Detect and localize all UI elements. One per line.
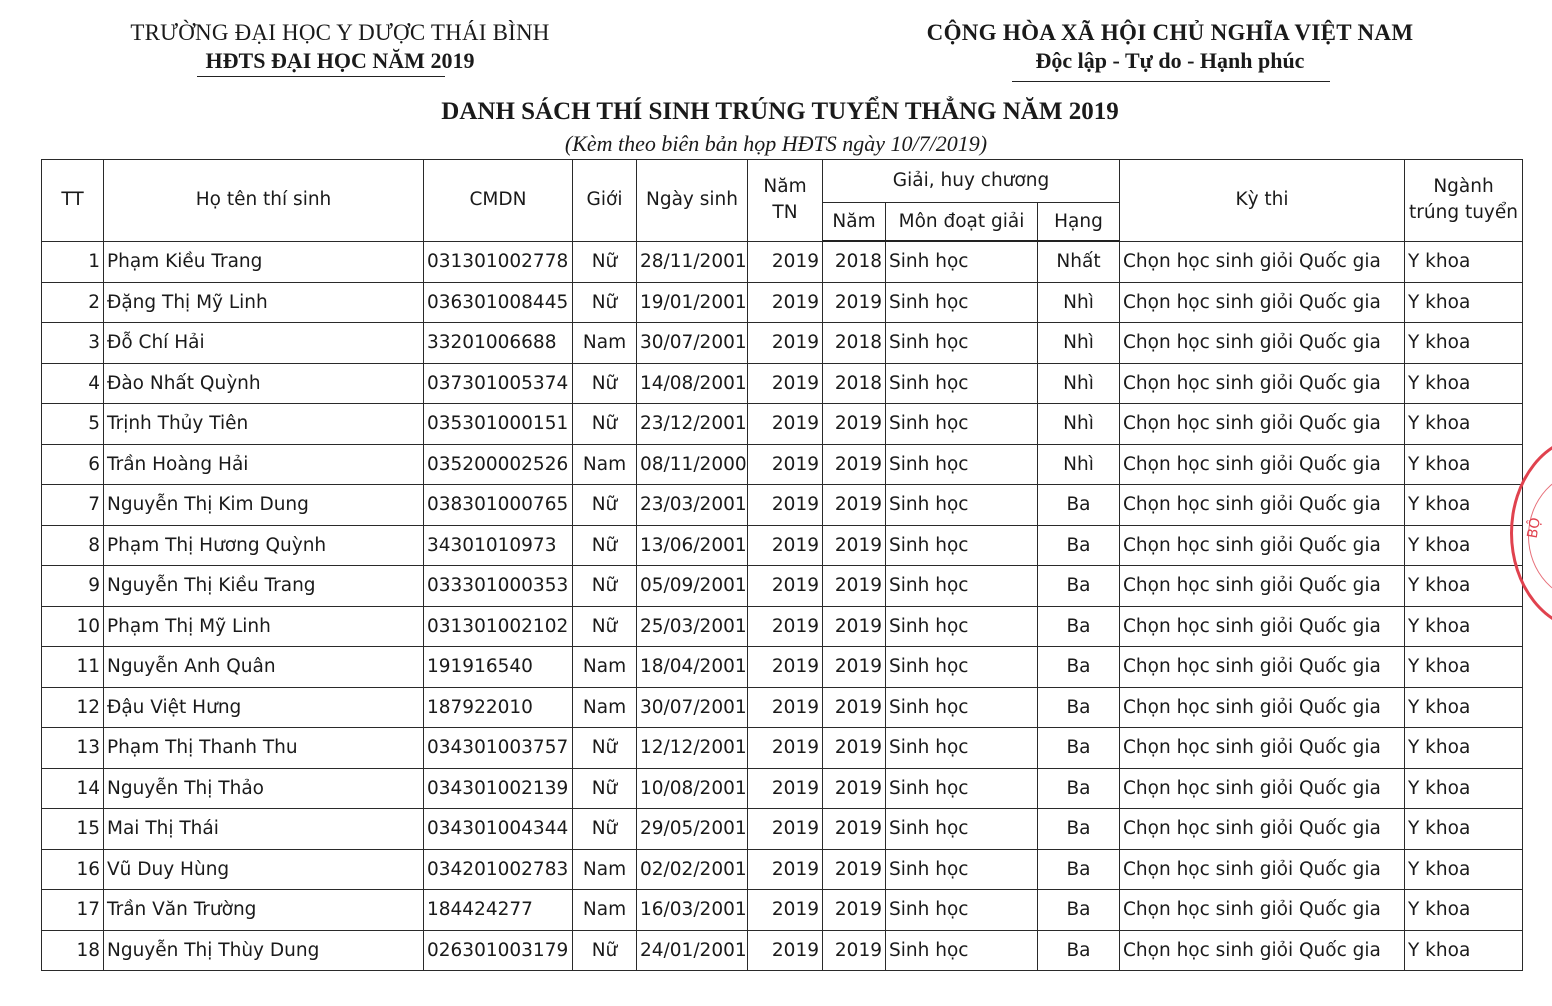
cell-tt: 1 xyxy=(42,241,104,282)
cell-award-subject: Sinh học xyxy=(886,485,1038,526)
cell-exam: Chọn học sinh giỏi Quốc gia xyxy=(1120,566,1405,607)
table-row xyxy=(42,485,1523,526)
cell-gender: Nam xyxy=(573,444,637,485)
cell-award-rank: Nhất xyxy=(1038,241,1120,282)
cell-award-rank: Nhì xyxy=(1038,323,1120,364)
cell-tt: 17 xyxy=(42,890,104,931)
col-header-award-rank: Hạng xyxy=(1038,203,1120,242)
table-row xyxy=(42,566,1523,607)
table-row xyxy=(42,404,1523,445)
cell-cmnd: 031301002778 xyxy=(424,241,573,282)
organization-underline xyxy=(197,76,445,77)
cell-gender: Nam xyxy=(573,849,637,890)
cell-gender: Nữ xyxy=(573,606,637,647)
cell-grad-year: 2019 xyxy=(748,890,823,931)
col-header-name: Họ tên thí sinh xyxy=(104,160,424,242)
cell-name: Đậu Việt Hưng xyxy=(104,687,424,728)
cell-tt: 7 xyxy=(42,485,104,526)
table-row xyxy=(42,525,1523,566)
col-header-award-group: Giải, huy chương xyxy=(823,160,1120,203)
cell-name: Nguyễn Thị Kim Dung xyxy=(104,485,424,526)
cell-gender: Nữ xyxy=(573,768,637,809)
cell-grad-year: 2019 xyxy=(748,241,823,282)
cell-cmnd: 191916540 xyxy=(424,647,573,688)
cell-exam: Chọn học sinh giỏi Quốc gia xyxy=(1120,404,1405,445)
cell-exam: Chọn học sinh giỏi Quốc gia xyxy=(1120,363,1405,404)
cell-cmnd: 184424277 xyxy=(424,890,573,931)
cell-tt: 18 xyxy=(42,930,104,971)
cell-exam: Chọn học sinh giỏi Quốc gia xyxy=(1120,930,1405,971)
cell-cmnd: 33201006688 xyxy=(424,323,573,364)
cell-major: Y khoa xyxy=(1405,768,1523,809)
cell-dob: 23/03/2001 xyxy=(637,485,748,526)
cell-dob: 12/12/2001 xyxy=(637,728,748,769)
cell-dob: 16/03/2001 xyxy=(637,890,748,931)
cell-gender: Nữ xyxy=(573,241,637,282)
cell-award-year: 2019 xyxy=(823,566,886,607)
cell-dob: 29/05/2001 xyxy=(637,809,748,850)
cell-name: Nguyễn Thị Kiều Trang xyxy=(104,566,424,607)
cell-exam: Chọn học sinh giỏi Quốc gia xyxy=(1120,849,1405,890)
admission-table xyxy=(41,159,1523,971)
cell-award-year: 2018 xyxy=(823,363,886,404)
cell-gender: Nữ xyxy=(573,809,637,850)
col-header-gender: Giới xyxy=(573,160,637,242)
cell-major: Y khoa xyxy=(1405,849,1523,890)
cell-dob: 28/11/2001 xyxy=(637,241,748,282)
cell-major: Y khoa xyxy=(1405,282,1523,323)
cell-award-rank: Ba xyxy=(1038,768,1120,809)
col-header-award-subject: Môn đoạt giải xyxy=(886,203,1038,242)
cell-major: Y khoa xyxy=(1405,647,1523,688)
cell-cmnd: 187922010 xyxy=(424,687,573,728)
cell-award-rank: Ba xyxy=(1038,525,1120,566)
cell-exam: Chọn học sinh giỏi Quốc gia xyxy=(1120,444,1405,485)
cell-name: Vũ Duy Hùng xyxy=(104,849,424,890)
cell-gender: Nữ xyxy=(573,485,637,526)
cell-cmnd: 034301002139 xyxy=(424,768,573,809)
cell-name: Phạm Kiều Trang xyxy=(104,241,424,282)
national-header xyxy=(900,20,1440,74)
cell-major: Y khoa xyxy=(1405,687,1523,728)
cell-cmnd: 035301000151 xyxy=(424,404,573,445)
table-row xyxy=(42,849,1523,890)
table-row xyxy=(42,323,1523,364)
cell-award-year: 2019 xyxy=(823,404,886,445)
cell-award-year: 2019 xyxy=(823,606,886,647)
cell-award-rank: Ba xyxy=(1038,930,1120,971)
cell-cmnd: 037301005374 xyxy=(424,363,573,404)
cell-gender: Nữ xyxy=(573,525,637,566)
cell-name: Đặng Thị Mỹ Linh xyxy=(104,282,424,323)
table-row xyxy=(42,728,1523,769)
cell-cmnd: 035200002526 xyxy=(424,444,573,485)
cell-cmnd: 031301002102 xyxy=(424,606,573,647)
cell-cmnd: 026301003179 xyxy=(424,930,573,971)
cell-name: Nguyễn Thị Thùy Dung xyxy=(104,930,424,971)
cell-award-subject: Sinh học xyxy=(886,849,1038,890)
cell-tt: 5 xyxy=(42,404,104,445)
cell-award-rank: Nhì xyxy=(1038,404,1120,445)
cell-tt: 11 xyxy=(42,647,104,688)
cell-gender: Nữ xyxy=(573,728,637,769)
cell-grad-year: 2019 xyxy=(748,647,823,688)
cell-gender: Nữ xyxy=(573,566,637,607)
cell-grad-year: 2019 xyxy=(748,485,823,526)
cell-cmnd: 036301008445 xyxy=(424,282,573,323)
cell-exam: Chọn học sinh giỏi Quốc gia xyxy=(1120,687,1405,728)
cell-award-subject: Sinh học xyxy=(886,282,1038,323)
cell-award-year: 2019 xyxy=(823,444,886,485)
table-row xyxy=(42,444,1523,485)
major-line1: Ngành xyxy=(1433,176,1494,198)
cell-tt: 3 xyxy=(42,323,104,364)
cell-cmnd: 038301000765 xyxy=(424,485,573,526)
cell-grad-year: 2019 xyxy=(748,687,823,728)
cell-award-year: 2019 xyxy=(823,768,886,809)
table-row xyxy=(42,606,1523,647)
table-row xyxy=(42,930,1523,971)
cell-award-rank: Ba xyxy=(1038,728,1120,769)
cell-gender: Nam xyxy=(573,647,637,688)
cell-grad-year: 2019 xyxy=(748,606,823,647)
cell-tt: 14 xyxy=(42,768,104,809)
table-row xyxy=(42,363,1523,404)
cell-award-year: 2018 xyxy=(823,323,886,364)
cell-award-year: 2019 xyxy=(823,687,886,728)
cell-award-rank: Nhì xyxy=(1038,282,1120,323)
table-row xyxy=(42,282,1523,323)
col-header-grad-year xyxy=(748,160,823,242)
cell-award-subject: Sinh học xyxy=(886,728,1038,769)
cell-award-year: 2019 xyxy=(823,930,886,971)
cell-cmnd: 033301000353 xyxy=(424,566,573,607)
col-header-cmnd: CMDN xyxy=(424,160,573,242)
cell-cmnd: 34301010973 xyxy=(424,525,573,566)
cell-award-year: 2019 xyxy=(823,485,886,526)
cell-grad-year: 2019 xyxy=(748,282,823,323)
cell-award-rank: Ba xyxy=(1038,809,1120,850)
cell-gender: Nữ xyxy=(573,363,637,404)
cell-award-subject: Sinh học xyxy=(886,323,1038,364)
cell-major: Y khoa xyxy=(1405,404,1523,445)
cell-dob: 30/07/2001 xyxy=(637,687,748,728)
cell-tt: 13 xyxy=(42,728,104,769)
cell-award-subject: Sinh học xyxy=(886,525,1038,566)
cell-dob: 30/07/2001 xyxy=(637,323,748,364)
cell-award-rank: Ba xyxy=(1038,849,1120,890)
cell-award-year: 2019 xyxy=(823,809,886,850)
col-header-tt: TT xyxy=(42,160,104,242)
cell-exam: Chọn học sinh giỏi Quốc gia xyxy=(1120,728,1405,769)
cell-dob: 25/03/2001 xyxy=(637,606,748,647)
cell-grad-year: 2019 xyxy=(748,444,823,485)
cell-exam: Chọn học sinh giỏi Quốc gia xyxy=(1120,282,1405,323)
cell-grad-year: 2019 xyxy=(748,849,823,890)
cell-award-year: 2018 xyxy=(823,241,886,282)
cell-name: Trần Văn Trường xyxy=(104,890,424,931)
cell-gender: Nữ xyxy=(573,930,637,971)
cell-cmnd: 034301003757 xyxy=(424,728,573,769)
cell-name: Mai Thị Thái xyxy=(104,809,424,850)
cell-gender: Nữ xyxy=(573,282,637,323)
cell-name: Phạm Thị Mỹ Linh xyxy=(104,606,424,647)
cell-major: Y khoa xyxy=(1405,930,1523,971)
cell-name: Phạm Thị Thanh Thu xyxy=(104,728,424,769)
cell-dob: 02/02/2001 xyxy=(637,849,748,890)
cell-award-year: 2019 xyxy=(823,282,886,323)
col-header-dob: Ngày sinh xyxy=(637,160,748,242)
cell-award-year: 2019 xyxy=(823,728,886,769)
document-subtitle: (Kèm theo biên bản họp HĐTS ngày 10/7/2019) xyxy=(564,131,988,156)
cell-grad-year: 2019 xyxy=(748,363,823,404)
cell-award-subject: Sinh học xyxy=(886,647,1038,688)
cell-exam: Chọn học sinh giỏi Quốc gia xyxy=(1120,525,1405,566)
cell-major: Y khoa xyxy=(1405,890,1523,931)
cell-exam: Chọn học sinh giỏi Quốc gia xyxy=(1120,323,1405,364)
major-line2: trúng tuyển xyxy=(1409,202,1518,224)
cell-award-year: 2019 xyxy=(823,525,886,566)
cell-award-rank: Ba xyxy=(1038,890,1120,931)
cell-tt: 2 xyxy=(42,282,104,323)
cell-award-rank: Nhì xyxy=(1038,363,1120,404)
cell-dob: 14/08/2001 xyxy=(637,363,748,404)
col-header-exam: Kỳ thi xyxy=(1120,160,1405,242)
cell-grad-year: 2019 xyxy=(748,525,823,566)
table-row xyxy=(42,890,1523,931)
cell-tt: 9 xyxy=(42,566,104,607)
motto-underline xyxy=(1012,81,1330,82)
cell-grad-year: 2019 xyxy=(748,930,823,971)
cell-major: Y khoa xyxy=(1405,525,1523,566)
cell-dob: 05/09/2001 xyxy=(637,566,748,607)
cell-major: Y khoa xyxy=(1405,728,1523,769)
cell-tt: 16 xyxy=(42,849,104,890)
cell-award-rank: Ba xyxy=(1038,606,1120,647)
national-title: CỘNG HÒA XÃ HỘI CHỦ NGHĨA VIỆT NAM xyxy=(926,20,1414,45)
cell-tt: 8 xyxy=(42,525,104,566)
col-header-major xyxy=(1405,160,1523,242)
cell-grad-year: 2019 xyxy=(748,404,823,445)
cell-award-rank: Nhì xyxy=(1038,444,1120,485)
cell-award-subject: Sinh học xyxy=(886,606,1038,647)
cell-grad-year: 2019 xyxy=(748,566,823,607)
cell-award-subject: Sinh học xyxy=(886,890,1038,931)
cell-exam: Chọn học sinh giỏi Quốc gia xyxy=(1120,241,1405,282)
cell-grad-year: 2019 xyxy=(748,809,823,850)
cell-award-subject: Sinh học xyxy=(886,687,1038,728)
cell-award-subject: Sinh học xyxy=(886,404,1038,445)
cell-exam: Chọn học sinh giỏi Quốc gia xyxy=(1120,768,1405,809)
cell-name: Trần Hoàng Hải xyxy=(104,444,424,485)
cell-grad-year: 2019 xyxy=(748,728,823,769)
cell-award-rank: Ba xyxy=(1038,647,1120,688)
document-title: DANH SÁCH THÍ SINH TRÚNG TUYỂN THẲNG NĂM 2019 xyxy=(441,98,1119,125)
cell-exam: Chọn học sinh giỏi Quốc gia xyxy=(1120,809,1405,850)
cell-tt: 6 xyxy=(42,444,104,485)
cell-grad-year: 2019 xyxy=(748,323,823,364)
grad-year-line1: Năm xyxy=(763,176,807,198)
cell-name: Đỗ Chí Hải xyxy=(104,323,424,364)
cell-award-year: 2019 xyxy=(823,849,886,890)
cell-major: Y khoa xyxy=(1405,241,1523,282)
cell-tt: 15 xyxy=(42,809,104,850)
table-row xyxy=(42,809,1523,850)
cell-name: Phạm Thị Hương Quỳnh xyxy=(104,525,424,566)
cell-major: Y khoa xyxy=(1405,444,1523,485)
cell-gender: Nam xyxy=(573,890,637,931)
cell-name: Nguyễn Thị Thảo xyxy=(104,768,424,809)
cell-award-subject: Sinh học xyxy=(886,444,1038,485)
cell-gender: Nam xyxy=(573,687,637,728)
table-row xyxy=(42,687,1523,728)
cell-tt: 4 xyxy=(42,363,104,404)
table-header xyxy=(42,160,1523,242)
cell-award-subject: Sinh học xyxy=(886,809,1038,850)
cell-exam: Chọn học sinh giỏi Quốc gia xyxy=(1120,485,1405,526)
cell-dob: 18/04/2001 xyxy=(637,647,748,688)
seal-text: BỘ xyxy=(1524,516,1544,540)
cell-award-subject: Sinh học xyxy=(886,566,1038,607)
table-row xyxy=(42,647,1523,688)
cell-dob: 08/11/2000 xyxy=(637,444,748,485)
national-motto: Độc lập - Tự do - Hạnh phúc xyxy=(1035,48,1305,73)
cell-cmnd: 034201002783 xyxy=(424,849,573,890)
cell-name: Đào Nhất Quỳnh xyxy=(104,363,424,404)
cell-award-rank: Ba xyxy=(1038,687,1120,728)
cell-exam: Chọn học sinh giỏi Quốc gia xyxy=(1120,606,1405,647)
cell-gender: Nữ xyxy=(573,404,637,445)
cell-exam: Chọn học sinh giỏi Quốc gia xyxy=(1120,647,1405,688)
table-row xyxy=(42,241,1523,282)
cell-award-subject: Sinh học xyxy=(886,930,1038,971)
cell-award-rank: Ba xyxy=(1038,485,1120,526)
cell-award-rank: Ba xyxy=(1038,566,1120,607)
grad-year-line2: TN xyxy=(772,202,798,224)
cell-award-subject: Sinh học xyxy=(886,768,1038,809)
table-row xyxy=(42,768,1523,809)
council-name: HĐTS ĐẠI HỌC NĂM 2019 xyxy=(205,48,475,73)
cell-name: Trịnh Thủy Tiên xyxy=(104,404,424,445)
cell-cmnd: 034301004344 xyxy=(424,809,573,850)
cell-major: Y khoa xyxy=(1405,606,1523,647)
cell-major: Y khoa xyxy=(1405,323,1523,364)
cell-major: Y khoa xyxy=(1405,566,1523,607)
table-body xyxy=(42,241,1523,971)
cell-dob: 10/08/2001 xyxy=(637,768,748,809)
cell-major: Y khoa xyxy=(1405,363,1523,404)
cell-major: Y khoa xyxy=(1405,809,1523,850)
cell-tt: 10 xyxy=(42,606,104,647)
organization-name: TRƯỜNG ĐẠI HỌC Y DƯỢC THÁI BÌNH xyxy=(130,20,550,45)
cell-award-subject: Sinh học xyxy=(886,241,1038,282)
cell-tt: 12 xyxy=(42,687,104,728)
cell-dob: 19/01/2001 xyxy=(637,282,748,323)
cell-dob: 24/01/2001 xyxy=(637,930,748,971)
cell-award-year: 2019 xyxy=(823,647,886,688)
cell-grad-year: 2019 xyxy=(748,768,823,809)
col-header-award-year: Năm xyxy=(823,203,886,242)
cell-gender: Nam xyxy=(573,323,637,364)
cell-dob: 13/06/2001 xyxy=(637,525,748,566)
cell-dob: 23/12/2001 xyxy=(637,404,748,445)
cell-award-year: 2019 xyxy=(823,890,886,931)
cell-award-subject: Sinh học xyxy=(886,363,1038,404)
cell-major: Y khoa xyxy=(1405,485,1523,526)
cell-exam: Chọn học sinh giỏi Quốc gia xyxy=(1120,890,1405,931)
cell-name: Nguyễn Anh Quân xyxy=(104,647,424,688)
organization-header xyxy=(110,20,570,74)
